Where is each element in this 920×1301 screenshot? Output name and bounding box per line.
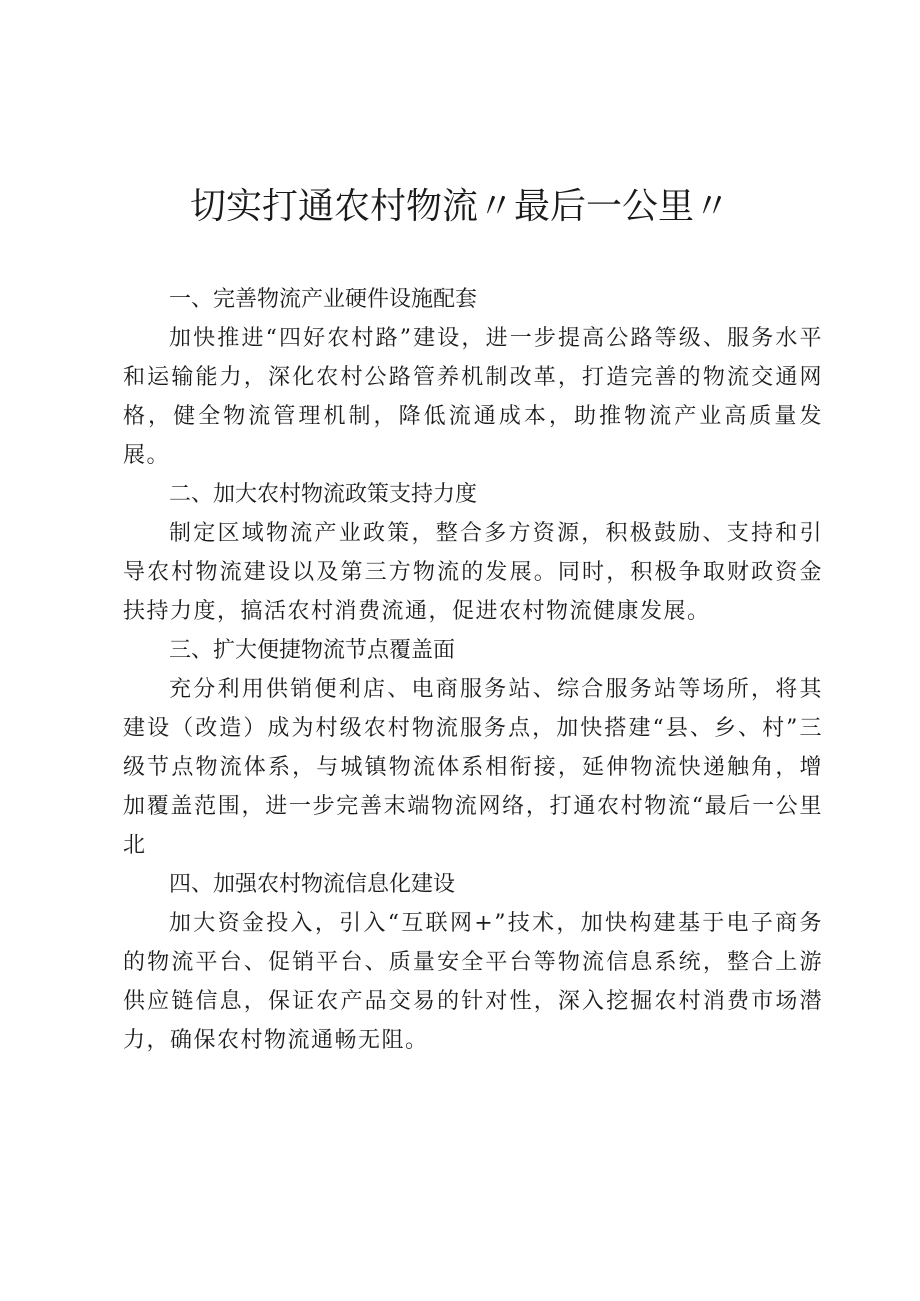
section-paragraph: 加快推进“四好农村路”建设，进一步提高公路等级、服务水平和运输能力，深化农村公路管养机制改革，打造完善的物流交通网格，健全物流管理机制，降低流通成本，助推物流产业高质量发展。 (123, 326, 823, 468)
section-heading: 一、完善物流产业硬件设施配套 (169, 287, 478, 312)
section-1 (123, 280, 823, 475)
section-paragraph: 加大资金投入，引入“互联网+”技术，加快构建基于电子商务的物流平台、促销平台、质量安全平台等物流信息系统，整合上游供应链信息，保证农产品交易的针对性，深入挖掘农村消费市场潜力，确保农村物流通畅无阻。 (123, 911, 823, 1053)
section-4 (123, 865, 823, 1060)
section-paragraph: 制定区域物流产业政策，整合多方资源，积极鼓励、支持和引导农村物流建设以及第三方物流的发展。同时，积极争取财政资金扶持力度，搞活农村消费流通，促进农村物流健康发展。 (123, 521, 823, 624)
document-body (123, 280, 823, 1060)
section-paragraph: 充分利用供销便利店、电商服务站、综合服务站等场所，将其建设（改造）成为村级农村物流服务点，加快搭建“县、乡、村”三级节点物流体系，与城镇物流体系相衔接，延伸物流快递触角，增加覆盖范围，进一步完善末端物流网络，打通农村物流“最后一公里北 (123, 677, 823, 858)
section-2 (123, 475, 823, 631)
section-heading: 四、加强农村物流信息化建设 (169, 872, 456, 897)
document-title: 切实打通农村物流〃最后一公里〃 (189, 186, 730, 227)
section-3 (123, 631, 823, 865)
section-heading: 三、扩大便捷物流节点覆盖面 (169, 638, 456, 663)
section-heading: 二、加大农村物流政策支持力度 (169, 482, 478, 507)
